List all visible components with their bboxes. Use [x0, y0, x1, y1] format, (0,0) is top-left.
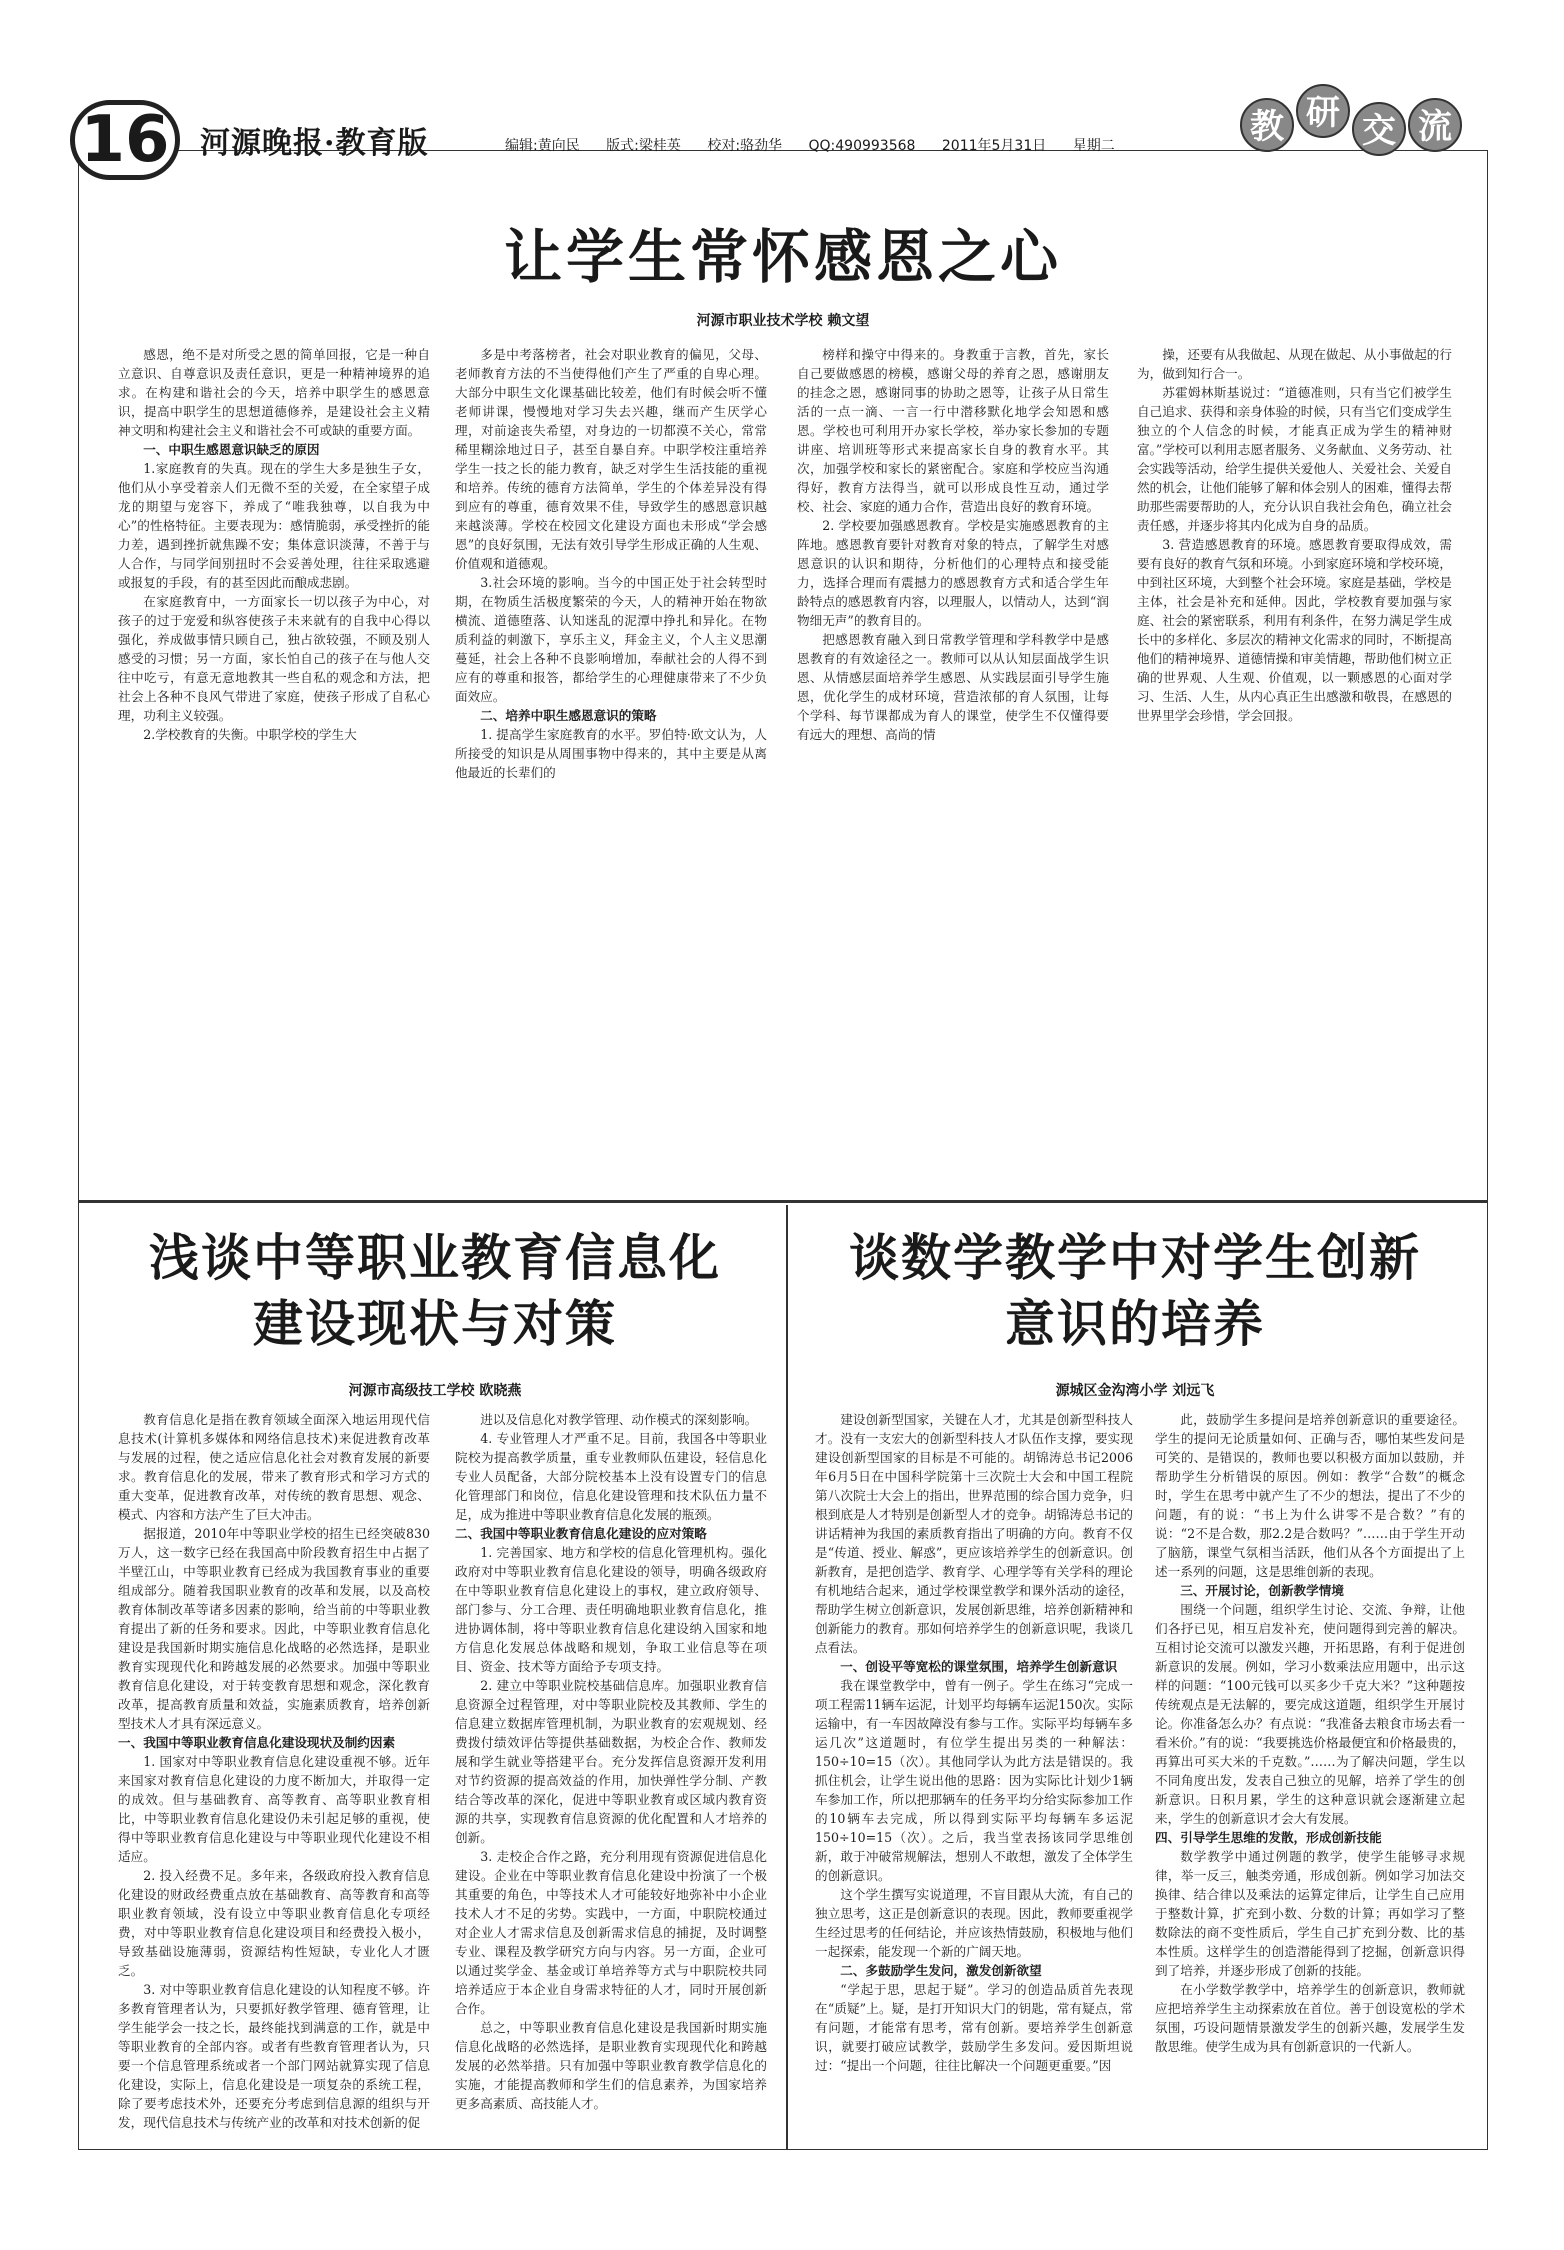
article1-title: 让学生常怀感恩之心: [503, 223, 1062, 291]
paragraph: 1. 完善国家、地方和学校的信息化管理机构。强化政府对中等职业教育信息化建设的领导，明确各级政府在中等职业教育信息化建设上的事权，建立政府领导、部门参与、分工合理、责任明确地职业教育信息化，推进协调体制，将中等职业教育信息化建设纳入国家和地方信息化发展总体战略和规划，争取工业信息等在项目、资金、技术等方面给予专项支持。: [455, 1545, 767, 1674]
paragraph: 3. 走校企合作之路，充分利用现有资源促进信息化建设。企业在中等职业教育信息化建设中扮演了一个极其重要的角色，中等技术人才可能较好地弥补中小企业技术人才不足的劣势。实践中，一方面，中职院校通过对企业人才需求信息及创新需求信息的捕捉，及时调整专业、课程及教学研究方向与内容。另一方面，企业可以通过奖学金、基金或订单培养等方式与中职院校共同培养适应于本企业自身需求特征的人才，同时开展创新合作。: [455, 1849, 767, 2016]
section-heading: 一、中职生感恩意识缺乏的原因: [143, 442, 320, 457]
column-char: 教: [1240, 98, 1294, 152]
paragraph: 数学教学中通过例题的教学，使学生能够寻求规律，举一反三，触类旁通，形成创新。例如学习加法交换律、结合律以及乘法的运算定律后，让学生自己应用于整数计算，扩充到小数、分数的计算；再如学习了整数除法的商不变性质后，学生自己扩充到分数、比的基本性质。这样学生的创造潜能得到了挖掘，创新意识得到了培养，并逐步形成了创新的技能。: [1155, 1849, 1465, 1978]
paragraph: 进以及信息化对教学管理、动作模式的深刻影响。: [480, 1412, 758, 1427]
article3-title: [790, 1225, 1480, 1357]
paragraph: “学起于思，思起于疑”。学习的创造品质首先表现在“质疑”上。疑，是打开知识大门的钥匙，常有疑点，常有问题，才能常有思考，常有创新。要培养学生创新意识，就要打破应试教学，鼓励学生多发问。爱因斯坦说过：“提出一个问题，往往比解决一个问题更重要。”因: [815, 1982, 1133, 2073]
paragraph: 操，还要有从我做起、从现在做起、从小事做起的行为，做到知行合一。: [1137, 347, 1452, 381]
paragraph: 2.学校教育的失衡。中职学校的学生大: [143, 727, 357, 742]
paragraph: 1. 提高学生家庭教育的水平。罗伯特·欧文认为，人所接受的知识是从周围事物中得来的，其中主要是从离他最近的长辈们的: [455, 727, 767, 780]
section-heading: 四、引导学生思维的发散，形成创新技能: [1155, 1830, 1382, 1845]
editor: 编辑:黄向民: [505, 138, 580, 154]
article2-byline: 河源市高级技工学校 欧晓燕: [348, 1383, 522, 1399]
paragraph: 1. 国家对中等职业教育信息化建设重视不够。近年来国家对教育信息化建设的力度不断加大，并取得一定的成效。但与基础教育、高等教育、高等职业教育相比，中等职业教育信息化建设仍未引起足够的重视，使得中等职业教育信息化建设与中等职业现代化建设不相适应。: [118, 1754, 430, 1864]
proofreader: 校对:骆劲华: [707, 138, 783, 154]
paragraph: 1.家庭教育的失真。现在的学生大多是独生子女，他们从小享受着亲人们无微不至的关爱，在全家望子成龙的期望与宠容下，养成了“唯我独尊，以自我为中心”的性格特征。主要表现为：感情脆弱，承受挫折的能力差，遇到挫折就焦躁不安；集体意识淡薄，不善于与人合作，与同学间别扭时不会妥善处理，往往采取逃避或报复的手段，有的甚至因此而酿成悲剧。: [118, 461, 430, 590]
article3-title-line1: 谈数学教学中对学生创新: [849, 1229, 1421, 1287]
article3-column-2: [1155, 1410, 1465, 2145]
paragraph: 总之，中等职业教育信息化建设是我国新时期实施信息化战略的必然选择，是职业教育实现现代化和跨越发展的必然举措。只有加强中等职业教育教学信息化的实施，才能提高教师和学生们的信息素养，为国家培养更多高素质、高技能人才。: [455, 2020, 767, 2111]
column-char: 流: [1408, 98, 1462, 152]
newspaper-brand: 河源晚报·教育版: [200, 126, 429, 161]
paragraph: 多是中考落榜者，社会对职业教育的偏见，父母、老师教育方法的不当使得他们产生了严重的自卑心理。大部分中职生文化课基础比较差，他们有时候会听不懂老师讲课，慢慢地对学习失去兴趣，继而产生厌学心理，对前途丧失希望，对身边的一切都漠不关心，常常稀里糊涂地过日子，甚至自暴自弃。中职学校注重培养学生一技之长的能力教育，缺乏对学生生活技能的重视和培养。传统的德育方法简单，学生的个体差异没有得到应有的尊重，德育效果不佳，导致学生的感恩意识越来越淡薄。学校在校园文化建设方面也未形成“学会感恩”的良好氛围，无法有效引导学生形成正确的人生观、价值观和道德观。: [455, 347, 767, 571]
paragraph: 在家庭教育中，一方面家长一切以孩子为中心，对孩子的过于宠爱和纵容使孩子未来就有的自我中心得以强化，养成做事情只顾自己，独占欲较强，不顾及别人感受的习惯；另一方面，家长怕自己的孩子在与他人交往中吃亏，有意无意地教其一些自私的观念和方法，把社会上各种不良风气带进了家庭，使孩子形成了自私心理，功利主义较强。: [118, 594, 430, 723]
section-heading: 二、培养中职生感恩意识的策略: [480, 708, 657, 723]
paragraph: 苏霍姆林斯基说过：“道德准则，只有当它们被学生自己追求、获得和亲身体验的时候，只有当它们变成学生独立的个人信念的时候，才能真正成为学生的精神财富。”学校可以利用志愿者服务、义务献血、义务劳动、社会实践等活动，给学生提供关爱他人、关爱社会、关爱自然的机会，让他们能够了解和体会别人的困难，懂得去帮助那些需要帮助的人，充分认识自我社会角色，确立社会责任感，并逐步将其内化成为自身的品质。: [1137, 385, 1452, 533]
paragraph: 4. 专业管理人才严重不足。目前，我国各中等职业院校为提高教学质量，重专业教师队伍建设，轻信息化专业人员配备，大部分院校基本上没有设置专门的信息化管理部门和岗位，信息化建设管理和技术队伍力量不足，成为推进中等职业教育信息化发展的瓶颈。: [455, 1431, 767, 1522]
column-char: 研: [1296, 84, 1350, 138]
column-title: [1240, 93, 1462, 156]
paragraph: 3. 营造感恩教育的环境。感恩教育要取得成效，需要有良好的教育气氛和环境。小到家庭环境和学校环境，中到社区环境，大到整个社会环境。家庭是基础，学校是主体，社会是补充和延伸。因此，学校教育要加强与家庭、社会的紧密联系，利用有利条件，在努力满足学生成长中的多样化、多层次的精神文化需求的同时，不断提高他们的精神境界、道德情操和审美情趣，帮助他们树立正确的世界观、人生观、价值观，以一颗感恩的心面对学习、生活、人生，从内心真正生出感激和敬畏，在感恩的世界里学会珍惜，学会回报。: [1137, 537, 1452, 723]
paragraph: 教育信息化是指在教育领域全面深入地运用现代信息技术(计算机多媒体和网络信息技术)来促进教育改革与发展的过程，使之适应信息化社会对教育发展的新要求。教育信息化的发展，带来了教育形式和学习方式的重大变革，促进教育改革，对传统的教育思想、观念、模式、内容和方法产生了巨大冲击。: [118, 1412, 430, 1522]
qq-contact: QQ:490993568: [808, 138, 916, 154]
paragraph: 3. 对中等职业教育信息化建设的认知程度不够。许多教育管理者认为，只要抓好教学管理、德育管理，让学生能学会一技之长，最终能找到满意的工作，就是中等职业教育的全部内容。或者有些教育管理者认为，只要一个信息管理系统或者一个部门网站就算实现了信息化建设，实际上，信息化建设是一项复杂的系统工程，除了要考虑技术外，还要充分考虑到信息源的组织与开发，现代信息技术与传统产业的改革和对技术创新的促: [118, 1982, 430, 2130]
paragraph: 2. 投入经费不足。多年来，各级政府投入教育信息化建设的财政经费重点放在基础教育、高等教育和高等职业教育领域，没有设立中等职业教育信息化专项经费，对中等职业教育信息化建设项目和经费投入极小，导致基础设施薄弱，资源结构性短缺，专业化人才匮乏。: [118, 1868, 430, 1978]
section-heading: 一、我国中等职业教育信息化建设现状及制约因素: [118, 1735, 396, 1750]
article2-title-line2: 建设现状与对策: [253, 1295, 617, 1353]
article3-column-1: [815, 1410, 1133, 2145]
paragraph: 建设创新型国家，关键在人才，尤其是创新型科技人才。没有一支宏大的创新型科技人才队伍作支撑，要实现建设创新型国家的目标是不可能的。胡锦涛总书记2006年6月5日在中国科学院第十三次院士大会和中国工程院第八次院士大会上的指出，世界范围的综合国力竞争，归根到底是人才特别是创新型人才的竞争。胡锦涛总书记的讲话精神为我国的素质教育指出了明确的方向。教育不仅是“传道、授业、解惑”，更应该培养学生的创新意识。创新教育，是把创造学、教育学、心理学等有关学科的理论有机地结合起来，通过学校课堂教学和课外活动的途径，帮助学生树立创新意识，发展创新思维，培养创新精神和创新能力的教育。那如何培养学生的创新意识呢，我谈几点看法。: [815, 1412, 1133, 1655]
article2-column-1: [118, 1410, 430, 2145]
section-heading: 三、开展讨论，创新教学情境: [1180, 1583, 1344, 1598]
credits-line: [505, 135, 1137, 155]
paragraph: 我在课堂教学中，曾有一例子。学生在练习“完成一项工程需11辆车运泥，计划平均每辆车运泥150次。实际运输中，有一车因故障没有参与工作。实际平均每辆车多运几次”这道题时，有位学生提出另类的一种解法：150÷10=15（次）。其他同学认为此方法是错误的。我抓住机会，让学生说出他的思路：因为实际比计划少1辆车参加工作，所以把那辆车的任务平均分给实际参加工作的10辆车去完成，所以得到实际平均每辆车多运泥150÷10=15（次）。之后，我当堂表扬该同学思维创新，敢于冲破常规解法，想别人不敢想，激发了全体学生的创新意识。: [815, 1678, 1133, 1883]
article1-column-2: [455, 345, 767, 1185]
vertical-divider: [786, 1205, 788, 2150]
paragraph: 这个学生撰写实说道理，不盲目跟从大流，有自己的独立思考，这正是创新意识的表现。因此，教师要重视学生经过思考的任何结论，并应该热情鼓励，积极地与他们一起探索，能发现一个新的广阔天地。: [815, 1887, 1133, 1959]
section-heading: 一、创设平等宽松的课堂氛围，培养学生创新意识: [840, 1659, 1118, 1674]
article3-title-line2: 意识的培养: [1005, 1295, 1265, 1353]
article1-column-1: [118, 345, 430, 1185]
paragraph: 感恩，绝不是对所受之恩的简单回报，它是一种自立意识、自尊意识及责任意识，更是一种精神境界的追求。在构建和谐社会的今天，培养中职学生的感恩意识，提高中职学生的思想道德修养，是建设社会主义精神文明和构建社会主义和谐社会不可或缺的重要方面。: [118, 347, 430, 438]
section-heading: 二、多鼓励学生发问，激发创新欲望: [840, 1963, 1042, 1978]
article2-title-line1: 浅谈中等职业教育信息化: [149, 1229, 721, 1287]
paragraph: 此，鼓励学生多提问是培养创新意识的重要途径。学生的提问无论质量如何、正确与否，哪怕某些发问是可笑的、是错误的，教师也要以积极方面加以鼓励，并帮助学生分析错误的原因。例如：教学“合数”的概念时，学生在思考中就产生了不少的想法，提出了不少的问题，有的说：“书上为什么讲零不是合数？”有的说：“2不是合数，那2.2是合数吗？”……由于学生开动了脑筋，课堂气氛相当活跃，他们从各个方面提出了上述一系列的问题，这是思维创新的表现。: [1155, 1412, 1465, 1579]
paragraph: 据报道，2010年中等职业学校的招生已经突破830万人，这一数字已经在我国高中阶段教育招生中占据了半壁江山，中等职业教育已经成为我国教育事业的重要组成部分。随着我国职业教育的改革和发展，以及高校教育体制改革等诸多因素的影响，给当前的中等职业教育提出了新的任务和要求。因此，中等职业教育信息化建设是我国新时期实施信息化战略的必然选择，是职业教育实现现代化和跨越发展的必然要求。加强中等职业教育信息化建设，对于转变教育思想和观念，深化教育改革，提高教育质量和效益，实施素质教育，培养创新型技术人才具有深远意义。: [118, 1526, 430, 1731]
paragraph: 把感恩教育融入到日常教学管理和学科教学中是感恩教育的有效途径之一。教师可以从认知层面战学生识恩、从情感层面培养学生感恩、从实践层面引导学生施恩，优化学生的成材环境，营造浓郁的育人氛围，让每个学科、每节课都成为育人的课堂，使学生不仅懂得要有远大的理想、高尚的情: [797, 632, 1109, 742]
section-heading: 二、我国中等职业教育信息化建设的应对策略: [455, 1526, 707, 1541]
article2-column-2: [455, 1410, 767, 2145]
article1-column-3: [797, 345, 1109, 1185]
article3-byline: 源城区金沟湾小学 刘远飞: [1055, 1383, 1215, 1399]
paragraph: 在小学数学教学中，培养学生的创新意识，教师就应把培养学生主动探索放在首位。善于创设宽松的学术氛围，巧设问题情景激发学生的创新兴趣，发展学生发散思维。使学生成为具有创新意识的一代新人。: [1155, 1982, 1465, 2054]
paragraph: 3.社会环境的影响。当今的中国正处于社会转型时期，在物质生活极度繁荣的今天，人的精神开始在物欲横流、道德堕落、认知迷乱的泥潭中挣扎和异化。在物质利益的刺激下，享乐主义，拜金主义，个人主义思潮蔓延，社会上各种不良影响增加，奉献社会的人得不到应有的尊重和报答，都给学生的心理健康带来了不少负面效应。: [455, 575, 767, 704]
paragraph: 2. 建立中等职业院校基础信息库。加强职业教育信息资源全过程管理，对中等职业院校及其教师、学生的信息建立数据库管理机制，为职业教育的宏观规划、经费拨付绩效评估等提供基础数据，为校企合作、教师发展和学生就业等搭建平台。充分发挥信息资源开发利用对节约资源的提高效益的作用，加快弹性学分制、产教结合等改革的深化，促进中等职业教育或区域内教育资源的共享，实现教育信息资源的优化配置和人才培养的创新。: [455, 1678, 767, 1845]
designer: 版式:梁桂英: [606, 138, 681, 154]
column-char: 交: [1352, 102, 1406, 156]
page-number: 16: [70, 100, 180, 180]
issue-weekday: 星期二: [1072, 138, 1115, 154]
article1-byline: 河源市职业技术学校 赖文望: [696, 313, 870, 329]
paragraph: 榜样和操守中得来的。身教重于言教，首先，家长自己要做感恩的榜模，感谢父母的养育之恩，感谢朋友的挂念之恩，感谢同事的协助之恩等，让孩子从日常生活的一点一滴、一言一行中潜移默化地学会知恩和感恩。学校也可利用开办家长学校，举办家长参加的专题讲座、培训班等形式来提高家长自身的教育水平。其次，加强学校和家长的紧密配合。家庭和学校应当沟通得好，教育方法得当，就可以形成良性互动，通过学校、社会、家庭的通力合作，营造出良好的教育环境。: [797, 347, 1109, 514]
article2-title: [90, 1225, 780, 1357]
paragraph: 2. 学校要加强感恩教育。学校是实施感恩教育的主阵地。感恩教育要针对教育对象的特点，了解学生对感恩意识的认识和期待，分析他们的心理特点和接受能力，选择合理而有震撼力的感恩教育方式和适合学生年龄特点的感恩教育内容，以理服人，以情动人，达到“润物细无声”的教育目的。: [797, 518, 1109, 628]
issue-date: 2011年5月31日: [941, 138, 1047, 154]
horizontal-divider: [78, 1200, 1488, 1203]
article1-column-4: [1137, 345, 1452, 1185]
paragraph: 围绕一个问题，组织学生讨论、交流、争辩，让他们各抒已见，相互启发补充，使问题得到完善的解决。互相讨论交流可以激发兴趣，开拓思路，有利于促进创新意识的发展。例如，学习小数乘法应用题中，出示这样的问题：“100元钱可以买多少千克大米？”这种题按传统观点是无法解的，要完成这道题，组织学生开展讨论。你准备怎么办？有点说：“我准备去粮食市场去看一看米价。”有的说：“我要挑选价格最便宜和价格最贵的，再算出可买大米的千克数。”……为了解决问题，学生以不同角度出发，发表自己独立的见解，培养了学生的创新意识。日积月累，学生的这种意识就会逐渐建立起来，学生的创新意识才会大有发展。: [1155, 1602, 1465, 1826]
